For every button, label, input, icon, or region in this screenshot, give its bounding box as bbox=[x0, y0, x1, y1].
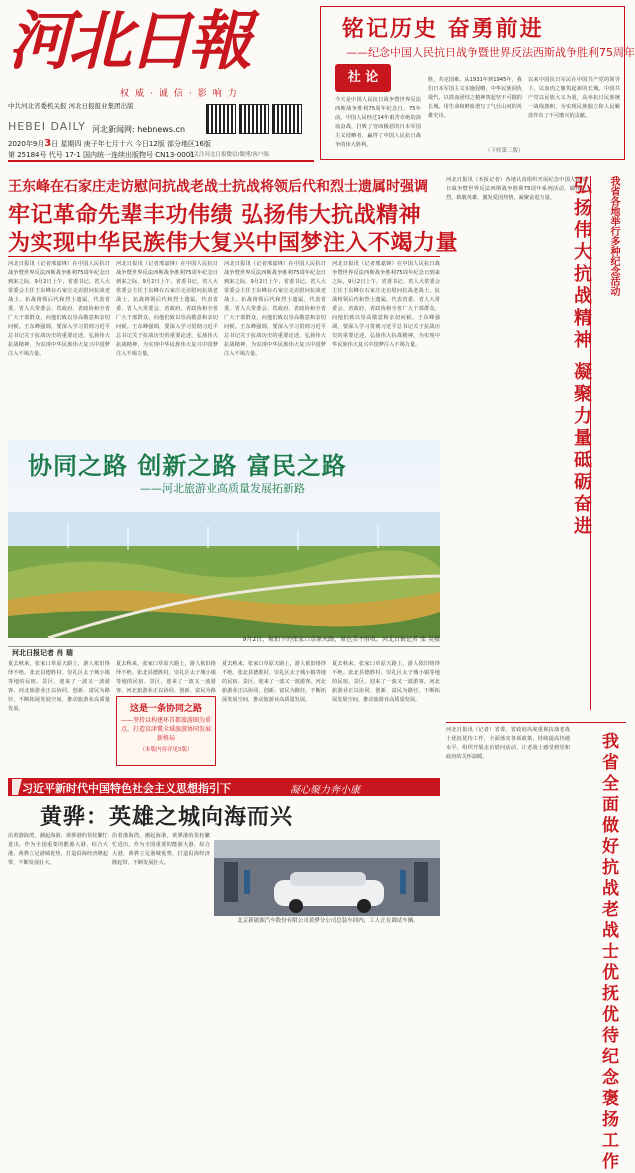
huanghua-headline[interactable]: 黄骅：英雄之城向海而兴 bbox=[40, 804, 294, 830]
study-column-title: 习近平新时代中国特色社会主义思想指引下 bbox=[22, 782, 231, 795]
right-lower-rule bbox=[446, 722, 626, 723]
excerpt-subtitle: ——坚持以构建环首都旅游圈为重点，打造京津冀全域旅游协同发展新格局 bbox=[121, 717, 212, 742]
day: 3 bbox=[44, 138, 52, 149]
masthead-rule bbox=[8, 160, 314, 162]
excerpt-title: 这是一条协同之路 bbox=[129, 704, 202, 714]
tourism-title[interactable]: 协同之路 创新之路 富民之路 bbox=[28, 451, 347, 480]
huanghua-body-col-2: 沿着渤海湾，潮起海港，黄骅港的货轮繁忙进出。作为全国重要的能源大港、综合大港，黄骅立足港城优势，打造沿海经济隆起带，不断发展壮大。 bbox=[112, 833, 210, 866]
qr-code-icon[interactable] bbox=[239, 104, 269, 134]
factory-photo bbox=[214, 840, 440, 916]
editorial-col-1: 今天是中国人民抗日战争暨世界反法西斯战争胜利75周年纪念日。75年前，中国人民经过14年艰苦卓绝的浴血奋战，打败了穷凶极恶的日本军国主义侵略者，赢得了中国人民抗日战争的伟大胜利。 bbox=[335, 97, 421, 148]
editorial-tag: 社 论 bbox=[335, 64, 391, 92]
editorial-col-2: 胜，共克国难。从1931年到1945年，我们日本军国主义实施侵略，中华民族同仇敌忾，以铁血团结之精神筑起坚不可摧的长城，用生命和鲜血谱写了气壮山河的英雄史诗。 bbox=[428, 77, 522, 119]
excerpt-note: （本版内容详见5版） bbox=[139, 747, 193, 753]
right-bottom-headline[interactable]: 我省全面做好抗战老战士优抚优待纪念褒扬工作 bbox=[598, 732, 618, 1173]
editorial-title[interactable]: 铭记历史 奋勇前进 bbox=[342, 16, 544, 42]
right-top-headline[interactable]: 弘扬伟大抗战精神 凝聚力量砥砺奋进 bbox=[571, 176, 592, 539]
lead-body-col-2: 河北日报讯（记者邢嘉锋）在中国人民抗日战争暨世界反法西斯战争胜利75周年纪念日到来之际，9月2日上午，省委书记、省人大常委会主任王东峰在石家庄走访慰问抗战老战士、抗战将领后代和烈士遗属，代表省委、省人大常委会、省政府、省政协和全省广大干部群众，向他们致以崇高敬意和亲切问候。王东峰强调，要深入学习贯彻习近平总书记关于抗战历史的重要论述，弘扬伟大抗战精神，为实现中华民族伟大复兴中国梦注入不竭力量。 bbox=[116, 261, 218, 357]
headline-rule bbox=[8, 256, 440, 257]
tourism-body-col-4: 夏去秋来，张家口草原天路上，游人依旧络绎不绝。张北县德胜村、崇礼区太子城小镇等地的民宿、景区，迎来了一波又一波游客。河北旅游业正以协同、创新、富民为路径，不断拓展发展空间，推动旅游业高质量发展。 bbox=[332, 661, 440, 703]
editorial-jump: （下转第三版） bbox=[485, 148, 524, 154]
issue-number: 第 25184号 代号 17-1 国内统一连续出版物号 CN13-0001 bbox=[8, 151, 195, 159]
tourism-body-col-3: 夏去秋来，张家口草原天路上，游人依旧络绎不绝。张北县德胜村、崇礼区太子城小镇等地的民宿、景区，迎来了一波又一波游客。河北旅游业正以协同、创新、富民为路径，不断拓展发展空间，推动旅游业高质量发展。 bbox=[222, 661, 326, 703]
masthead-slogan: 权威·诚信·影响力 bbox=[120, 89, 243, 99]
huanghua-body-col-1: 沿着渤海湾，潮起海港，黄骅港的货轮繁忙进出。作为全国重要的能源大港、综合大港，黄骅立足港城优势，打造沿海经济隆起带，不断发展壮大。 bbox=[8, 833, 108, 866]
tourism-photo-caption: 9月2日，航拍下的张家口草原天路，景色美不胜收。河北日报记者 张 昊摄 bbox=[242, 636, 440, 643]
tourism-subtitle: ——河北旅游业高质量发展拓新路 bbox=[140, 482, 305, 495]
lead-body-col-1: 河北日报讯（记者邢嘉锋）在中国人民抗日战争暨世界反法西斯战争胜利75周年纪念日到来之际，9月2日上午，省委书记、省人大常委会主任王东峰在石家庄走访慰问抗战老战士、抗战将领后代和烈士遗属，代表省委、省人大常委会、省政府、省政协和全省广大干部群众，向他们致以崇高敬意和亲切问候。王东峰强调，要深入学习贯彻习近平总书记关于抗战历史的重要论述，弘扬伟大抗战精神，为实现中华民族伟大复兴中国梦注入不竭力量。 bbox=[8, 261, 110, 357]
qr-code-icon[interactable] bbox=[272, 104, 302, 134]
tourism-body-col-2: 夏去秋来，张家口草原天路上，游人依旧络绎不绝。张北县德胜村、崇礼区太子城小镇等地的民宿、景区，迎来了一波又一波游客。河北旅游业正以协同、创新、富民为路 bbox=[116, 661, 216, 694]
lead-headline-2[interactable]: 为实现中华民族伟大复兴中国梦注入不竭力量 bbox=[8, 230, 459, 256]
tourism-divider bbox=[8, 646, 440, 647]
masthead-badges bbox=[8, 102, 134, 111]
masthead-logo: 河北日報 bbox=[8, 4, 248, 79]
study-column-tail: 凝心聚力奔小康 bbox=[290, 785, 360, 796]
qr-caption: 请关注河北日报微信/微博/客户端 bbox=[188, 152, 269, 158]
date: 2020年9月 bbox=[8, 140, 45, 148]
lead-headline-1[interactable]: 牢记革命先辈丰功伟绩 弘扬伟大抗战精神 bbox=[8, 202, 422, 228]
tourism-byline: 河北日报记者 肖 瑞 bbox=[12, 649, 73, 657]
editorial-subtitle: ——纪念中国人民抗日战争暨世界反法西斯战争胜利75周年 bbox=[346, 46, 635, 59]
lead-pre-headline[interactable]: 王东峰在石家庄走访慰问抗战老战士抗战将领后代和烈士遗属时强调 bbox=[8, 179, 428, 195]
editorial-col-3: 以来中国抗日军民在中国共产党的领导下，以血肉之躯筑起新的长城。中国共产党以民族大义为重，高举抗日民族统一战线旗帜，为实现民族独立和人民解放作出了不可磨灭的贡献。 bbox=[528, 77, 620, 119]
qr-code-icon[interactable] bbox=[206, 104, 236, 134]
lead-body-col-3: 河北日报讯（记者邢嘉锋）在中国人民抗日战争暨世界反法西斯战争胜利75周年纪念日到来之际，9月2日上午，省委书记、省人大常委会主任王东峰在石家庄走访慰问抗战老战士、抗战将领后代和烈士遗属，代表省委、省人大常委会、省政府、省政协和全省广大干部群众，向他们致以崇高敬意和亲切问候。王东峰强调，要深入学习贯彻习近平总书记关于抗战历史的重要论述，弘扬伟大抗战精神，为实现中华民族伟大复兴中国梦注入不竭力量。 bbox=[224, 261, 326, 357]
right-top-body: 河北日报讯（本报记者）各地认真组织开展纪念中国人民抗日战争暨世界反法西斯战争胜利75周年系列活动，缅怀先烈，致敬英雄，激发爱国热情，凝聚奋进力量。 bbox=[446, 177, 586, 201]
right-bottom-body: 河北日报讯（记者）省委、省政府高度重视抗战老战士优抚优待工作，全面落实各项政策，持续提高待遇水平，组织开展走访慰问活动，让老战士感受到党和政府的关怀温暖。 bbox=[446, 727, 570, 760]
tourism-excerpt-box bbox=[116, 696, 216, 766]
masthead-site[interactable]: 河北新闻网: hebnews.cn bbox=[92, 125, 186, 134]
date-rest: 日 星期四 庚子年七月十六 今日12版 部分地区16版 bbox=[51, 140, 211, 148]
tourism-body-col-1: 夏去秋来，张家口草原天路上，游人依旧络绎不绝。张北县德胜村、崇礼区太子城小镇等地的民宿、景区，迎来了一波又一波游客。河北旅游业正以协同、创新、富民为路径，不断拓展发展空间，推动旅游业高质量发展。 bbox=[8, 661, 110, 712]
badge-2: 河北日报报业集团出版 bbox=[68, 102, 134, 110]
factory-photo-caption: 北京新能源汽车股份有限公司黄骅分公司总装车间内，工人正在调试车辆。 bbox=[237, 918, 419, 924]
qr-codes bbox=[206, 104, 306, 154]
dateline bbox=[8, 138, 211, 149]
grassland-road-photo bbox=[8, 512, 440, 638]
right-top-kicker: 我省各地举行多种纪念活动 bbox=[608, 176, 619, 296]
badge-1: 中共河北省委机关报 bbox=[8, 102, 67, 110]
masthead-english: HEBEI DAILY bbox=[8, 120, 86, 133]
lead-body-col-4: 河北日报讯（记者邢嘉锋）在中国人民抗日战争暨世界反法西斯战争胜利75周年纪念日到来之际，9月2日上午，省委书记、省人大常委会主任王东峰在石家庄走访慰问抗战老战士、抗战将领后代和烈士遗属，代表省委、省人大常委会、省政府、省政协和全省广大干部群众，向他们致以崇高敬意和亲切问候。王东峰强调，要深入学习贯彻习近平总书记关于抗战历史的重要论述，弘扬伟大抗战精神，为实现中华民族伟大复兴中国梦注入不竭力量。 bbox=[332, 261, 440, 348]
